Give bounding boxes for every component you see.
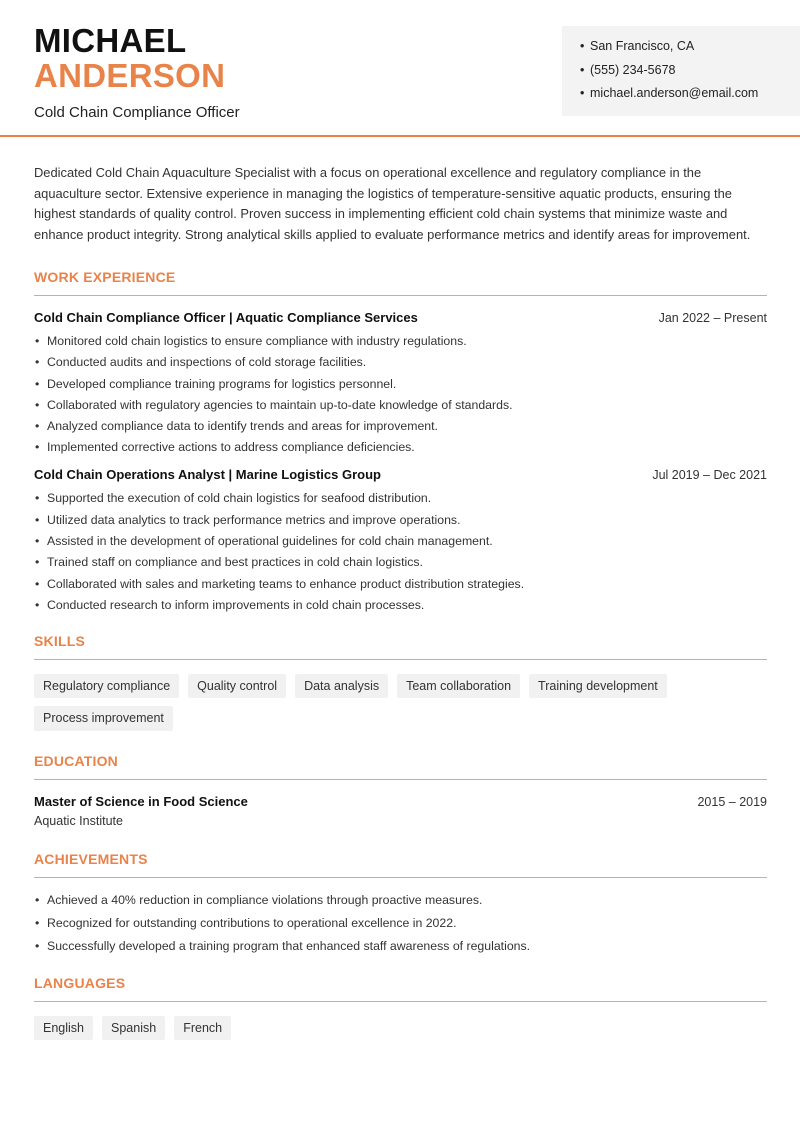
list-item: • Developed compliance training programs for logistics personnel. — [34, 376, 767, 392]
list-item: • Analyzed compliance data to identify trends and areas for improvement. — [34, 418, 767, 434]
list-item: • Collaborated with regulatory agencies to maintain up-to-date knowledge of standards. — [34, 397, 767, 413]
contact-email: • michael.anderson@email.com — [580, 85, 800, 109]
contact-location: • San Francisco, CA — [580, 38, 800, 62]
job-dates: Jan 2022 – Present — [658, 311, 767, 325]
language-chip: English — [34, 1016, 93, 1041]
job-header — [34, 310, 767, 325]
job-role: Cold Chain Compliance Officer | Aquatic Compliance Services — [34, 310, 418, 325]
contact-box — [562, 26, 800, 116]
resume-header — [0, 0, 800, 137]
language-chips — [34, 1016, 767, 1041]
skill-chip: Regulatory compliance — [34, 674, 179, 699]
job-entry — [34, 310, 767, 455]
language-chip: French — [174, 1016, 231, 1041]
education-section — [34, 753, 767, 828]
section-title-achievements: ACHIEVEMENTS — [34, 851, 767, 878]
list-item: • Utilized data analytics to track performance metrics and improve operations. — [34, 512, 767, 528]
skill-chip: Data analysis — [295, 674, 388, 699]
section-title-skills: SKILLS — [34, 633, 767, 660]
list-item: • Assisted in the development of operational guidelines for cold chain management. — [34, 533, 767, 549]
contact-list — [580, 38, 800, 109]
job-bullets — [34, 490, 767, 612]
work-experience-section — [34, 269, 767, 613]
contact-phone: • (555) 234-5678 — [580, 62, 800, 86]
education-header — [34, 794, 767, 809]
list-item: • Supported the execution of cold chain logistics for seafood distribution. — [34, 490, 767, 506]
list-item: • Monitored cold chain logistics to ensure compliance with industry regulations. — [34, 333, 767, 349]
list-item: • Conducted research to inform improvements in cold chain processes. — [34, 597, 767, 613]
list-item: • Collaborated with sales and marketing teams to enhance product distribution strategies. — [34, 576, 767, 592]
section-title-education: EDUCATION — [34, 753, 767, 780]
skill-chip: Training development — [529, 674, 667, 699]
skill-chip: Team collaboration — [397, 674, 520, 699]
education-school: Aquatic Institute — [34, 813, 123, 828]
section-title-work: WORK EXPERIENCE — [34, 269, 767, 296]
job-header — [34, 467, 767, 482]
language-chip: Spanish — [102, 1016, 165, 1041]
skill-chip: Quality control — [188, 674, 286, 699]
list-item: • Achieved a 40% reduction in compliance violations through proactive measures. — [34, 892, 767, 908]
list-item: • Conducted audits and inspections of cold storage facilities. — [34, 354, 767, 370]
list-item: • Implemented corrective actions to address compliance deficiencies. — [34, 439, 767, 455]
skill-chip: Process improvement — [34, 706, 173, 731]
skills-section — [34, 633, 767, 731]
achievements-section — [34, 851, 767, 954]
job-entry — [34, 467, 767, 612]
last-name: ANDERSON — [34, 57, 226, 94]
job-bullets — [34, 333, 767, 455]
resume-body — [34, 163, 767, 1040]
skills-chips — [34, 674, 767, 731]
name-block — [34, 24, 240, 121]
section-title-languages: LANGUAGES — [34, 975, 767, 1002]
list-item: • Successfully developed a training program that enhanced staff awareness of regulations. — [34, 938, 767, 954]
job-title: Cold Chain Compliance Officer — [34, 104, 240, 121]
list-item: • Trained staff on compliance and best practices in cold chain logistics. — [34, 554, 767, 570]
achievements-list — [34, 892, 767, 954]
first-name: MICHAEL — [34, 22, 187, 59]
job-dates: Jul 2019 – Dec 2021 — [652, 468, 767, 483]
education-degree: Master of Science in Food Science — [34, 793, 248, 809]
job-role: Cold Chain Operations Analyst | Marine Logistics Group — [34, 467, 381, 483]
list-item: • Recognized for outstanding contributions to operational excellence in 2022. — [34, 915, 767, 931]
summary-paragraph: Dedicated Cold Chain Aquaculture Specialist with a focus on operational excellence and regulatory compliance in the aquaculture sector. Extensive experience in managing the logistics of temperature-sensitive aquatic products, ensuring the highest standards of quality control. Proven success in implementing efficient cold chain systems that minimize waste and enhance product integrity. Strong analytical skills applied to evaluate performance metrics and identify areas for improvement. — [34, 165, 751, 242]
education-dates: 2015 – 2019 — [697, 794, 767, 809]
languages-section — [34, 975, 767, 1041]
